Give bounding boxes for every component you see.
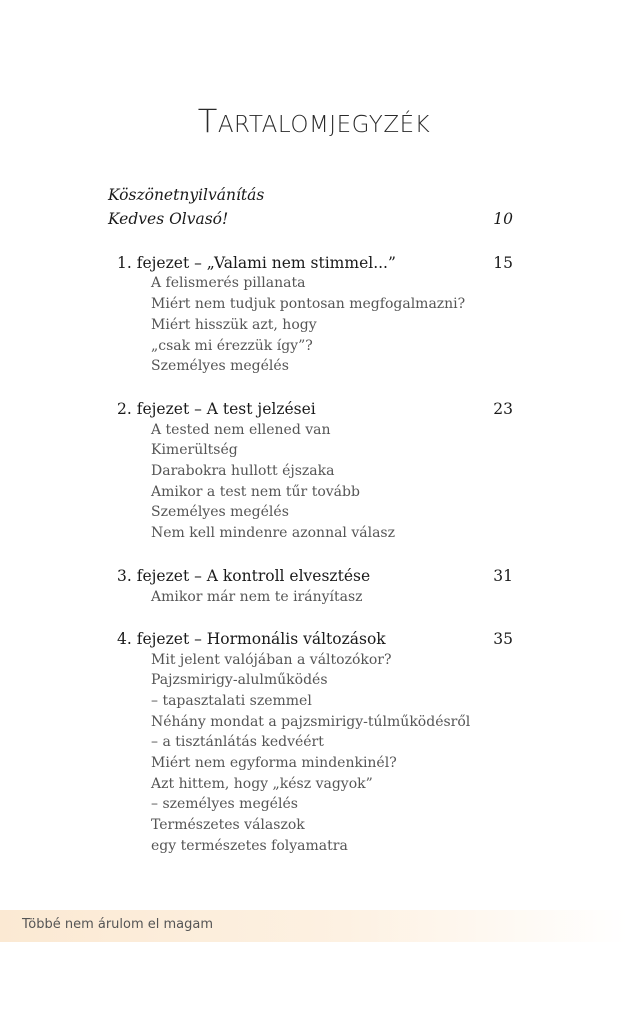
chapter-page: 23 (493, 400, 513, 418)
chapter-page: 35 (493, 630, 513, 648)
toc-section[interactable]: A tested nem ellened van (151, 422, 331, 438)
toc-section[interactable]: Kimerültség (151, 442, 238, 458)
chapter-heading: 4. fejezet – Hormonális változások (117, 630, 386, 648)
chapter-heading: 1. fejezet – „Valami nem stimmel...” (117, 254, 396, 272)
chapter-heading: 2. fejezet – A test jelzései (117, 400, 316, 418)
toc-chapter-3[interactable] (117, 567, 513, 585)
toc-section[interactable]: Néhány mondat a pajzsmirigy-túlműködésről (151, 714, 471, 730)
chapter-page: 31 (493, 567, 513, 585)
toc-section[interactable]: Miért hisszük azt, hogy (151, 317, 317, 333)
toc-section[interactable]: Amikor a test nem tűr tovább (151, 484, 360, 500)
toc-front-label: Köszönetnyilvánítás (108, 186, 265, 204)
toc-section[interactable]: – a tisztánlátás kedvéért (151, 734, 324, 750)
toc-front-item[interactable] (108, 186, 513, 204)
toc-section[interactable]: „csak mi érezzük így”? (151, 338, 313, 354)
toc-section[interactable]: Természetes válaszok (151, 817, 305, 833)
toc-section[interactable]: – tapasztalati szemmel (151, 693, 312, 709)
title-rest: ARTALOMJEGYZÉK (217, 112, 431, 138)
toc-section[interactable]: Személyes megélés (151, 358, 289, 374)
toc-chapter-2[interactable] (117, 400, 513, 418)
toc-chapter-1[interactable] (117, 254, 513, 272)
toc-section[interactable]: Személyes megélés (151, 504, 289, 520)
toc-section[interactable]: Amikor már nem te irányítasz (151, 589, 363, 605)
chapter-heading: 3. fejezet – A kontroll elvesztése (117, 567, 371, 585)
toc-section[interactable]: Miért nem tudjuk pontosan megfogalmazni? (151, 296, 466, 312)
toc-front-item[interactable] (108, 210, 513, 228)
toc-chapter-4[interactable] (117, 630, 513, 648)
toc-section[interactable]: A felismerés pillanata (151, 275, 306, 291)
toc-section[interactable]: Mit jelent valójában a változókor? (151, 652, 392, 668)
toc-section[interactable]: Azt hittem, hogy „kész vagyok” (151, 776, 373, 792)
toc-section[interactable]: egy természetes folyamatra (151, 838, 348, 854)
toc-section[interactable]: – személyes megélés (151, 796, 298, 812)
running-footer: Többé nem árulom el magam (22, 917, 214, 932)
title-initial: T (197, 102, 218, 140)
toc-front-page: 10 (493, 210, 513, 228)
toc-section[interactable]: Darabokra hullott éjszaka (151, 463, 335, 479)
toc-front-label: Kedves Olvasó! (108, 210, 229, 228)
toc-section[interactable]: Miért nem egyforma mindenkinél? (151, 755, 397, 771)
toc-section[interactable]: Pajzsmirigy-alulműködés (151, 672, 328, 688)
page-title (0, 102, 628, 140)
chapter-page: 15 (493, 254, 513, 272)
toc-section[interactable]: Nem kell mindenre azonnal válasz (151, 525, 395, 541)
